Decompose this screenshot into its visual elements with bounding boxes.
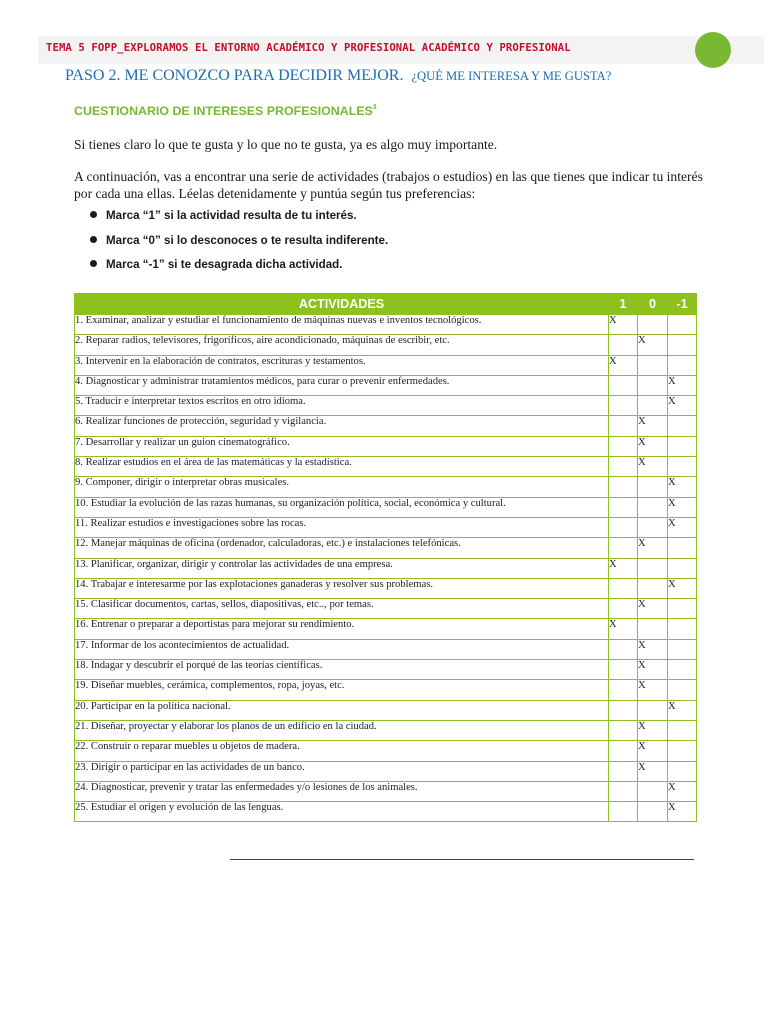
- score-cell-0[interactable]: X: [638, 741, 668, 761]
- score-cell-0[interactable]: X: [638, 680, 668, 700]
- activity-text: 4. Diagnosticar y administrar tratamientos médicos, para curar o prevenir enfermedades.: [75, 375, 609, 395]
- step-title: PASO 2. ME CONOZCO PARA DECIDIR MEJOR.: [65, 67, 404, 84]
- score-cell-0[interactable]: X: [638, 457, 668, 477]
- score-cell-0[interactable]: [638, 375, 668, 395]
- table-row: [75, 599, 697, 619]
- score-cell-0[interactable]: X: [638, 761, 668, 781]
- score-cell-1[interactable]: [609, 680, 638, 700]
- score-cell-1[interactable]: [609, 639, 638, 659]
- activity-text: 1. Examinar, analizar y estudiar el funcionamiento de máquinas nuevas e inventos tecnológicos.: [75, 315, 609, 335]
- score-cell-1[interactable]: [609, 538, 638, 558]
- score-cell-minus1[interactable]: X: [668, 578, 697, 598]
- score-cell-1[interactable]: [609, 660, 638, 680]
- activity-text: 21. Diseñar, proyectar y elaborar los planos de un edificio en la ciudad.: [75, 720, 609, 740]
- score-cell-1[interactable]: [609, 396, 638, 416]
- table-row: [75, 578, 697, 598]
- score-cell-1[interactable]: [609, 578, 638, 598]
- score-cell-0[interactable]: [638, 578, 668, 598]
- score-cell-0[interactable]: X: [638, 335, 668, 355]
- activity-text: 25. Estudiar el origen y evolución de las lenguas.: [75, 802, 609, 822]
- instruction-list: [90, 207, 388, 281]
- score-cell-minus1[interactable]: [668, 619, 697, 639]
- score-cell-0[interactable]: [638, 700, 668, 720]
- activity-text: 16. Entrenar o preparar a deportistas para mejorar su rendimiento.: [75, 619, 609, 639]
- table-row: [75, 355, 697, 375]
- table-row: [75, 477, 697, 497]
- score-cell-1[interactable]: [609, 781, 638, 801]
- table-row: [75, 436, 697, 456]
- table-row: [75, 680, 697, 700]
- activity-text: 22. Construir o reparar muebles u objetos de madera.: [75, 741, 609, 761]
- column-header-minus1: -1: [668, 294, 697, 315]
- table-row: [75, 396, 697, 416]
- score-cell-0[interactable]: X: [638, 720, 668, 740]
- instruction-item: [90, 207, 388, 232]
- column-header-0: 0: [638, 294, 668, 315]
- activity-text: 5. Traducir e interpretar textos escritos en otro idioma.: [75, 396, 609, 416]
- bullet-icon: [90, 211, 97, 218]
- column-header-1: 1: [609, 294, 638, 315]
- score-cell-0[interactable]: [638, 619, 668, 639]
- score-cell-minus1[interactable]: [668, 761, 697, 781]
- score-cell-0[interactable]: [638, 497, 668, 517]
- activity-text: 9. Componer, dirigir o interpretar obras musicales.: [75, 477, 609, 497]
- score-cell-0[interactable]: X: [638, 436, 668, 456]
- score-cell-1[interactable]: [609, 517, 638, 537]
- score-cell-minus1[interactable]: [668, 639, 697, 659]
- score-cell-minus1[interactable]: X: [668, 497, 697, 517]
- score-cell-minus1[interactable]: X: [668, 396, 697, 416]
- activity-text: 20. Participar en la política nacional.: [75, 700, 609, 720]
- score-cell-0[interactable]: [638, 802, 668, 822]
- score-cell-minus1[interactable]: [668, 741, 697, 761]
- activity-text: 17. Informar de los acontecimientos de actualidad.: [75, 639, 609, 659]
- score-cell-1[interactable]: [609, 457, 638, 477]
- activity-text: 6. Realizar funciones de protección, seguridad y vigilancia.: [75, 416, 609, 436]
- score-cell-1[interactable]: [609, 802, 638, 822]
- table-row: [75, 335, 697, 355]
- score-cell-1[interactable]: X: [609, 315, 638, 335]
- score-cell-0[interactable]: [638, 517, 668, 537]
- score-cell-1[interactable]: [609, 335, 638, 355]
- score-cell-minus1[interactable]: [668, 660, 697, 680]
- instruction-text: Marca “0” si lo desconoces o te resulta indiferente.: [106, 233, 389, 247]
- score-cell-minus1[interactable]: [668, 558, 697, 578]
- table-row: [75, 660, 697, 680]
- activity-text: 3. Intervenir en la elaboración de contratos, escrituras y testamentos.: [75, 355, 609, 375]
- green-circle-icon: [695, 32, 731, 68]
- activity-text: 8. Realizar estudios en el área de las matemáticas y la estadística.: [75, 457, 609, 477]
- score-cell-0[interactable]: [638, 355, 668, 375]
- table-row: [75, 517, 697, 537]
- bullet-icon: [90, 236, 97, 243]
- score-cell-minus1[interactable]: [668, 436, 697, 456]
- score-cell-minus1[interactable]: X: [668, 375, 697, 395]
- questionnaire-title-text: CUESTIONARIO DE INTERESES PROFESIONALES: [74, 104, 373, 118]
- score-cell-1[interactable]: [609, 497, 638, 517]
- table-row: [75, 558, 697, 578]
- activity-text: 11. Realizar estudios e investigaciones sobre las rocas.: [75, 517, 609, 537]
- table-row: [75, 619, 697, 639]
- step-subtitle: ¿QUÉ ME INTERESA Y ME GUSTA?: [411, 69, 612, 83]
- score-cell-minus1[interactable]: [668, 355, 697, 375]
- questionnaire-title: [74, 104, 377, 118]
- score-cell-1[interactable]: [609, 416, 638, 436]
- score-cell-0[interactable]: X: [638, 599, 668, 619]
- score-cell-minus1[interactable]: [668, 416, 697, 436]
- table-row: [75, 416, 697, 436]
- table-row: [75, 720, 697, 740]
- table-header-row: [75, 294, 697, 315]
- score-cell-1[interactable]: [609, 436, 638, 456]
- activity-text: 7. Desarrollar y realizar un guion cinematográfico.: [75, 436, 609, 456]
- table-row: [75, 457, 697, 477]
- bullet-icon: [90, 260, 97, 267]
- table-row: [75, 802, 697, 822]
- score-cell-minus1[interactable]: [668, 720, 697, 740]
- score-cell-minus1[interactable]: X: [668, 802, 697, 822]
- header-title: TEMA 5 FOPP_EXPLORAMOS EL ENTORNO ACADÉMICO Y PROFESIONAL ACADÉMICO Y PROFESIONAL: [46, 42, 571, 54]
- score-cell-0[interactable]: X: [638, 416, 668, 436]
- table-row: [75, 538, 697, 558]
- activity-text: 23. Dirigir o participar en las actividades de un banco.: [75, 761, 609, 781]
- activity-text: 15. Clasificar documentos, cartas, sellos, diapositivas, etc.., por temas.: [75, 599, 609, 619]
- table-row: [75, 741, 697, 761]
- activities-table: [74, 293, 697, 822]
- footnote-separator: [230, 859, 694, 860]
- score-cell-1[interactable]: [609, 761, 638, 781]
- instruction-text: Marca “-1” si te desagrada dicha actividad.: [106, 258, 343, 271]
- table-row: [75, 639, 697, 659]
- score-cell-1[interactable]: [609, 720, 638, 740]
- activity-text: 14. Trabajar e interesarme por las explotaciones ganaderas y resolver sus problemas.: [75, 578, 609, 598]
- score-cell-0[interactable]: [638, 558, 668, 578]
- footnote-ref: 3: [372, 103, 377, 111]
- score-cell-0[interactable]: X: [638, 660, 668, 680]
- score-cell-0[interactable]: [638, 396, 668, 416]
- table-row: [75, 761, 697, 781]
- score-cell-1[interactable]: [609, 375, 638, 395]
- score-cell-minus1[interactable]: X: [668, 700, 697, 720]
- intro-paragraph-1: Si tienes claro lo que te gusta y lo que no te gusta, ya es algo muy importante.: [74, 137, 498, 152]
- activity-text: 2. Reparar radios, televisores, frigoríficos, aire acondicionado, máquinas de escribir, etc.: [75, 335, 609, 355]
- score-cell-0[interactable]: [638, 477, 668, 497]
- score-cell-minus1[interactable]: [668, 538, 697, 558]
- table-row: [75, 315, 697, 335]
- instruction-item: [90, 256, 388, 281]
- score-cell-1[interactable]: [609, 477, 638, 497]
- activity-text: 24. Diagnosticar, prevenir y tratar las enfermedades y/o lesiones de los animales.: [75, 781, 609, 801]
- table-row: [75, 375, 697, 395]
- score-cell-minus1[interactable]: X: [668, 517, 697, 537]
- instruction-text: Marca “1” si la actividad resulta de tu interés.: [106, 209, 357, 222]
- activity-text: 18. Indagar y descubrir el porqué de las teorías científicas.: [75, 660, 609, 680]
- activity-text: 13. Planificar, organizar, dirigir y controlar las actividades de una empresa.: [75, 558, 609, 578]
- score-cell-0[interactable]: [638, 781, 668, 801]
- step-heading: [65, 67, 611, 85]
- score-cell-minus1[interactable]: [668, 335, 697, 355]
- score-cell-minus1[interactable]: X: [668, 781, 697, 801]
- instruction-item: [90, 232, 388, 257]
- column-header-activities: ACTIVIDADES: [75, 294, 609, 315]
- score-cell-minus1[interactable]: [668, 599, 697, 619]
- score-cell-1[interactable]: X: [609, 558, 638, 578]
- score-cell-minus1[interactable]: [668, 457, 697, 477]
- table-row: [75, 497, 697, 517]
- score-cell-1[interactable]: [609, 599, 638, 619]
- table-row: [75, 781, 697, 801]
- score-cell-minus1[interactable]: [668, 680, 697, 700]
- score-cell-minus1[interactable]: [668, 315, 697, 335]
- score-cell-0[interactable]: X: [638, 538, 668, 558]
- intro-paragraph-2: A continuación, vas a encontrar una serie de actividades (trabajos o estudios) en las que tienes que indicar tu interés por cada una ellas. Léelas detenidamente y puntúa según tus preferencias:: [74, 169, 703, 201]
- score-cell-1[interactable]: [609, 700, 638, 720]
- table-row: [75, 700, 697, 720]
- score-cell-1[interactable]: X: [609, 355, 638, 375]
- score-cell-0[interactable]: [638, 315, 668, 335]
- score-cell-minus1[interactable]: X: [668, 477, 697, 497]
- activity-text: 10. Estudiar la evolución de las razas humanas, su organización política, social, económica y cultural.: [75, 497, 609, 517]
- score-cell-1[interactable]: [609, 741, 638, 761]
- activity-text: 19. Diseñar muebles, cerámica, complementos, ropa, joyas, etc.: [75, 680, 609, 700]
- score-cell-0[interactable]: X: [638, 639, 668, 659]
- activity-text: 12. Manejar máquinas de oficina (ordenador, calculadoras, etc.) e instalaciones telefónicas.: [75, 538, 609, 558]
- score-cell-1[interactable]: X: [609, 619, 638, 639]
